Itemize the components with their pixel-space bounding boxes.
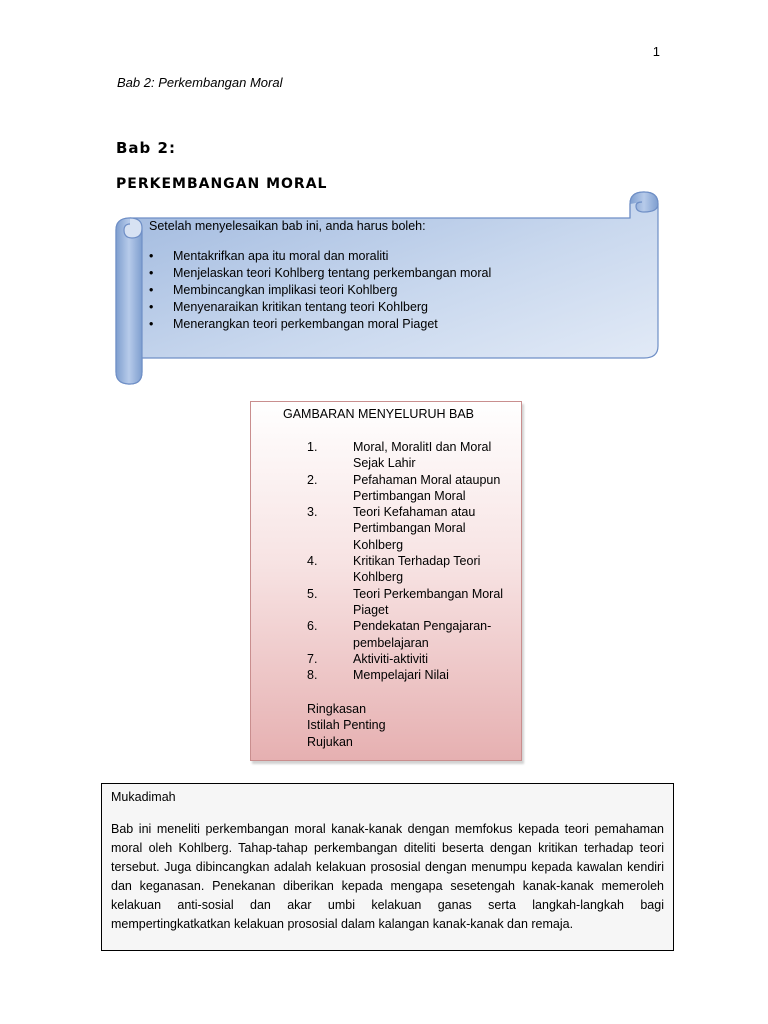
bullet-icon: • [149, 283, 154, 297]
bullet-icon: • [149, 300, 154, 314]
objectives-list [149, 248, 649, 333]
objectives-scroll [114, 190, 662, 386]
objective-item: • Menerangkan teori perkembangan moral Piaget [149, 317, 438, 331]
overview-extra-terms: Istilah Penting [307, 718, 386, 733]
bullet-icon: • [149, 317, 154, 331]
overview-item: 6. Pendekatan Pengajaran-pembelajaran [307, 619, 492, 650]
objective-item: • Menyenaraikan kritikan tentang teori Kohlberg [149, 300, 429, 314]
introduction-box [101, 783, 674, 951]
overview-extra-summary: Ringkasan [307, 702, 367, 716]
overview-item: 2. Pefahaman Moral ataupun Pertimbangan Moral [307, 472, 501, 503]
overview-extras [307, 701, 386, 750]
objective-item: • Mentakrifkan apa itu moral dan moraliti [149, 249, 389, 263]
introduction-title: Mukadimah [111, 790, 176, 804]
overview-item: 1. Moral, MoralitI dan Moral Sejak Lahir [307, 440, 492, 471]
overview-item: 4. Kritikan Terhadap Teori Kohlberg [307, 554, 481, 585]
bullet-icon: • [149, 266, 154, 280]
overview-list [307, 439, 517, 683]
overview-item: 7. Aktiviti-aktiviti [307, 651, 429, 666]
running-header: Bab 2: Perkembangan Moral [117, 75, 283, 90]
chapter-label: Bab 2: [116, 139, 176, 157]
introduction-body: Bab ini meneliti perkembangan moral kanak-kanak dengan memfokus kepada teori pemahaman moral oleh Kohlberg. Tahap-tahap perkembangan diteliti beserta dengan kritikan terhadap teori tersebut. Juga dibincangkan adalah kelakuan prososial dengan menumpu kepada kawalan kendiri dan keganasan. Penekanan diberikan kepada mengapa sesetengah kanak-kanak memeroleh kelakuan anti-sosial dan akar umbi kelakuan ganas serta langkah-langkah bagi mempertingkatkatkan kelakuan prososial dalam kalangan kanak-kanak dan remaja. [111, 822, 664, 931]
overview-extra-references: Rujukan [307, 734, 353, 749]
bullet-icon: • [149, 249, 154, 263]
overview-item: 5. Teori Perkembangan Moral Piaget [307, 586, 504, 617]
overview-title: GAMBARAN MENYELURUH BAB [283, 407, 475, 421]
page-number: 1 [652, 44, 660, 59]
chapter-overview-box [250, 401, 522, 761]
objectives-intro: Setelah menyelesaikan bab ini, anda harus boleh: [149, 219, 426, 233]
chapter-title: PERKEMBANGAN MORAL [116, 176, 328, 192]
objective-item: • Menjelaskan teori Kohlberg tentang perkembangan moral [149, 266, 492, 280]
overview-item: 3. Teori Kefahaman atau Pertimbangan Moral Kohlberg [307, 505, 476, 552]
objective-item: • Membincangkan implikasi teori Kohlberg [149, 283, 398, 297]
overview-item: 8. Mempelajari Nilai [307, 668, 449, 683]
